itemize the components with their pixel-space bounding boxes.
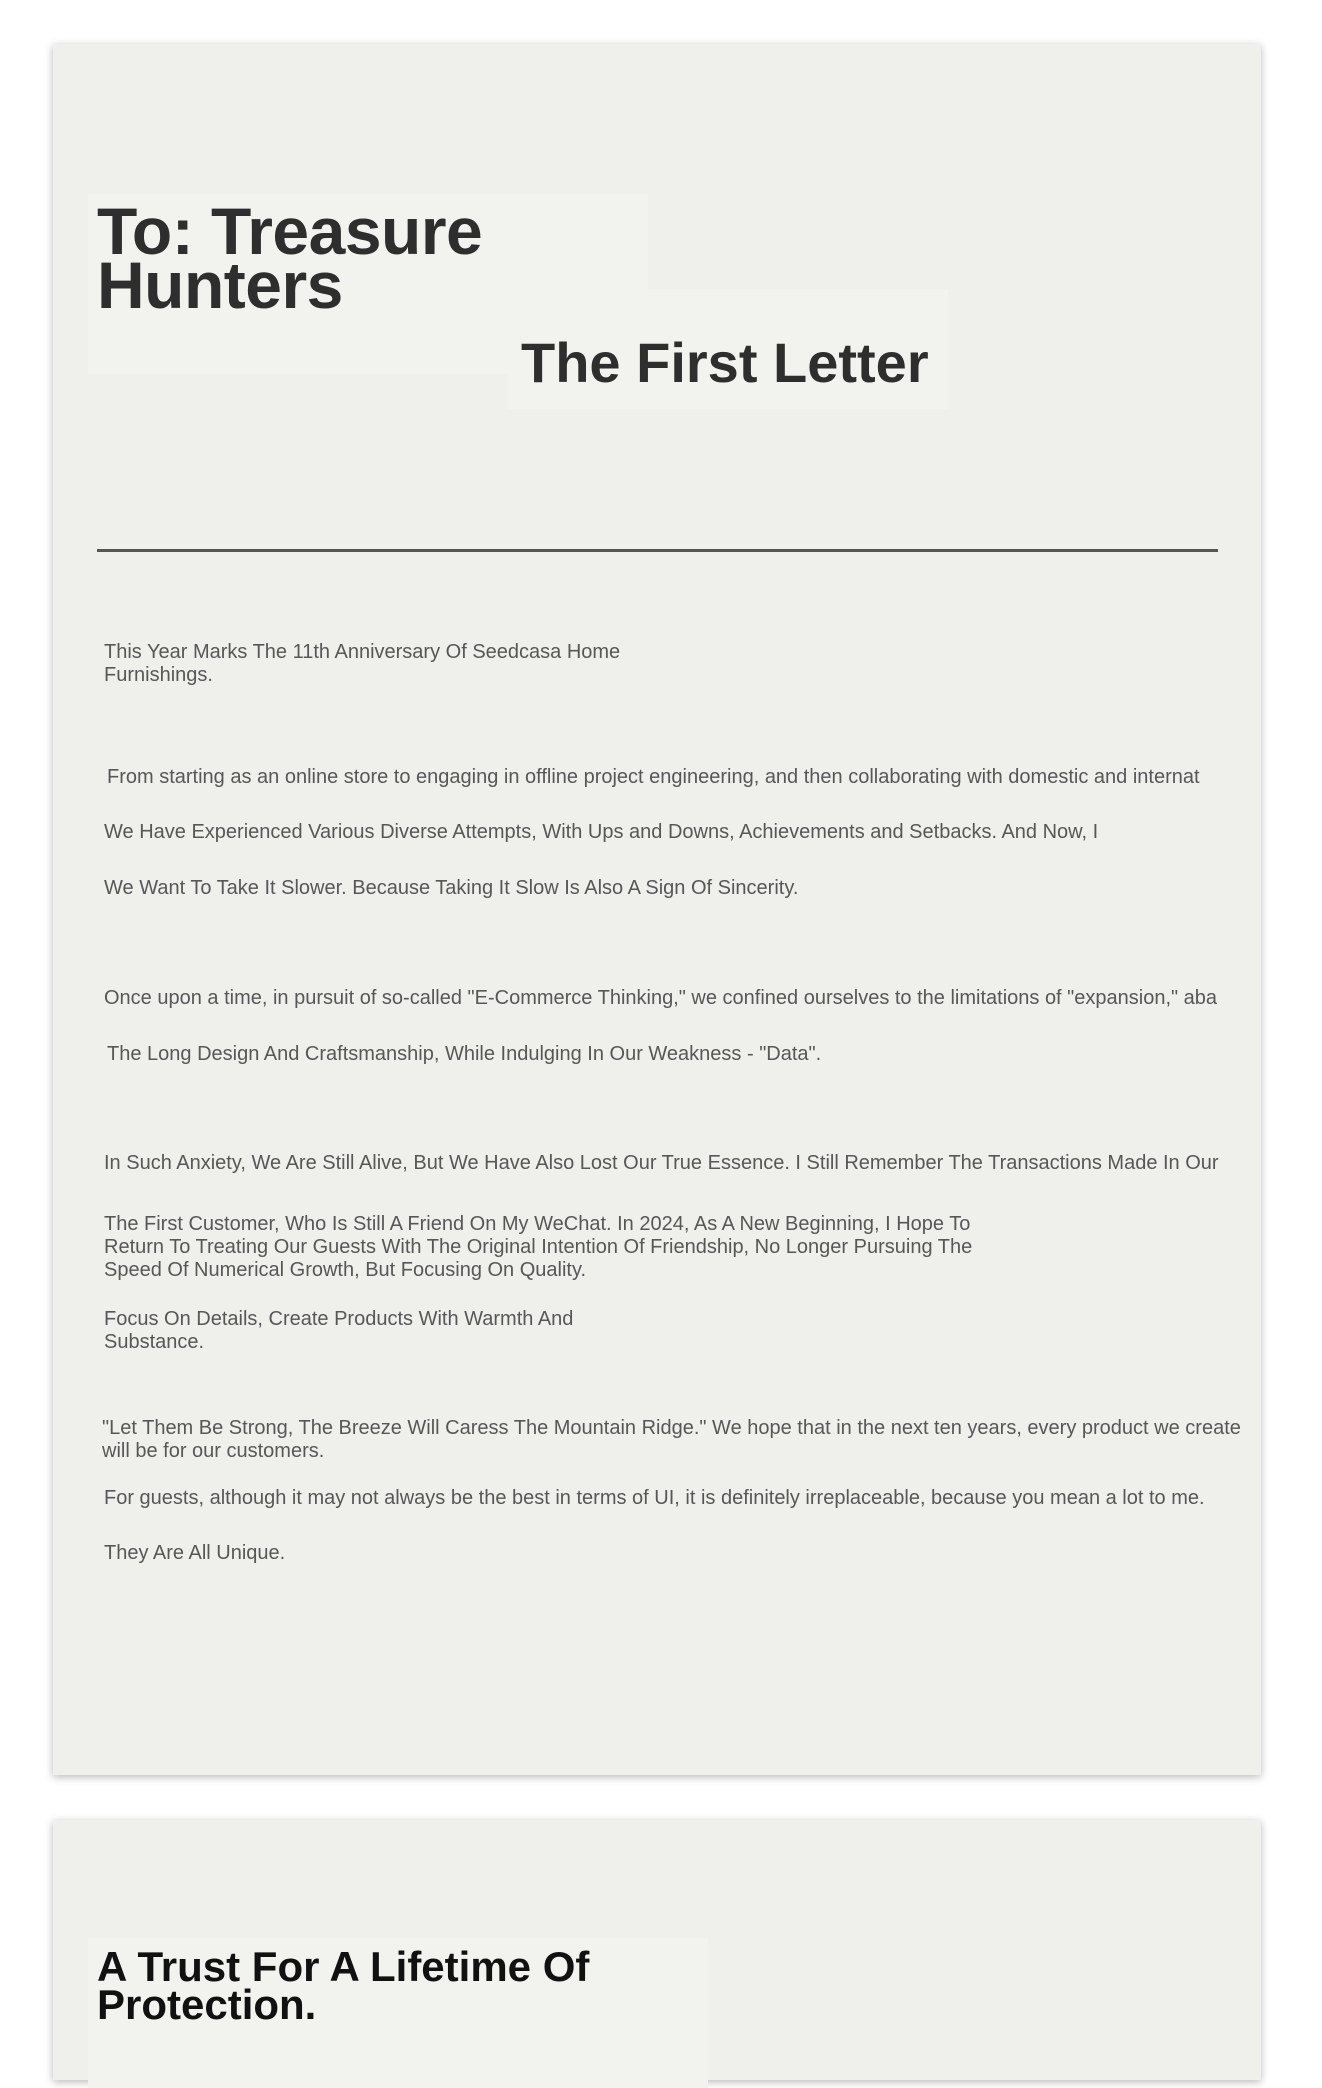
letter-paragraph: The First Customer, Who Is Still A Friend On My WeChat. In 2024, As A New Beginning, I Hope To Return To Treating Our Guests With The Original Intention Of Friendship, No Longer Pursuing The Speed Of Numerical Growth, But Focusing On Quality. [104,1213,973,1281]
recipient-heading: To: Treasure Hunters [97,194,483,322]
letter-card [53,44,1261,1775]
letter-paragraph: "Let Them Be Strong, The Breeze Will Caress The Mountain Ridge." We hope that in the next ten years, every product we create will be for our customers. [102,1417,1241,1462]
letter-paragraph: From starting as an online store to engaging in offline project engineering, and then collaborating with domestic and internat [107,766,1200,788]
trust-card [53,1820,1261,2080]
letter-paragraph: The Long Design And Craftsmanship, While Indulging In Our Weakness - "Data". [107,1043,822,1065]
trust-heading: A Trust For A Lifetime Of Protection. [97,1943,590,2028]
letter-paragraph: For guests, although it may not always be the best in terms of UI, it is definitely irreplaceable, because you mean a lot to me. [104,1487,1205,1509]
letter-paragraph: We Want To Take It Slower. Because Taking It Slow Is Also A Sign Of Sincerity. [104,877,799,899]
letter-paragraph: In Such Anxiety, We Are Still Alive, But We Have Also Lost Our True Essence. I Still Remember The Transactions Made In Our [104,1152,1219,1174]
letter-paragraph: Once upon a time, in pursuit of so-called "E-Commerce Thinking," we confined ourselves to the limitations of "expansion," aba [104,987,1218,1009]
letter-paragraph: They Are All Unique. [104,1542,286,1564]
letter-title: The First Letter [521,331,929,394]
letter-paragraph: This Year Marks The 11th Anniversary Of Seedcasa Home Furnishings. [104,641,621,686]
letter-paragraph: We Have Experienced Various Diverse Attempts, With Ups and Downs, Achievements and Setbacks. And Now, I [104,821,1099,843]
divider-line [97,549,1218,552]
letter-paragraph: Focus On Details, Create Products With Warmth And Substance. [104,1308,574,1353]
